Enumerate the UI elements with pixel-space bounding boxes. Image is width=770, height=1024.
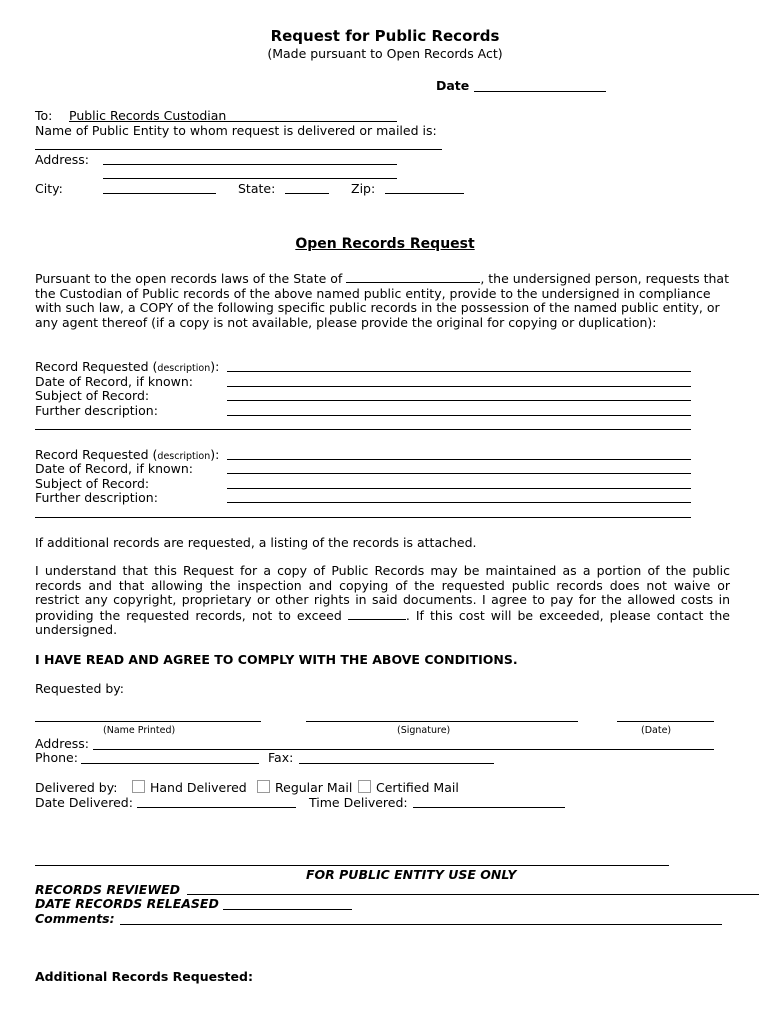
- state-blank[interactable]: [346, 271, 480, 283]
- zip-field[interactable]: [385, 193, 464, 194]
- date-field[interactable]: [474, 91, 606, 92]
- phone-field[interactable]: [81, 763, 259, 764]
- hand-delivered-label: Hand Delivered: [150, 780, 247, 795]
- date-delivered-field[interactable]: [137, 807, 296, 808]
- fax-field[interactable]: [299, 763, 494, 764]
- record-2-subject-field[interactable]: [227, 488, 691, 489]
- city-label: City:: [35, 181, 63, 196]
- records-reviewed-label: RECORDS REVIEWED: [35, 882, 181, 897]
- record-1-extra-field[interactable]: [35, 429, 691, 430]
- to-value: Public Records Custodian: [69, 108, 227, 123]
- intro-text-b: , the undersigned person, requests that the Custodian of Public records of the above named public entity, provide to the undersigned in compliance with such law, a COPY of the following specific public records in the possession of the named public entity, or any agent thereof (if a copy is not available, please provide the original for copying or duplication):: [35, 271, 729, 330]
- certified-mail-checkbox[interactable]: [358, 780, 371, 793]
- delivered-by-label: Delivered by:: [35, 780, 118, 795]
- agree-statement: I HAVE READ AND AGREE TO COMPLY WITH THE ABOVE CONDITIONS.: [35, 652, 518, 667]
- understand-text-a: I understand that this Request for a copy of Public Records may be maintained as a portion of the public records and that allowing the inspection and copying of the requested public records does not waive or restrict any copyright, proprietary or other rights in said documents. I agree to pay for the allowed costs in providing the requested records, not to exceed: [35, 563, 730, 623]
- record-1-date-label: Date of Record, if known:: [35, 374, 194, 389]
- to-label: To:: [35, 108, 53, 123]
- zip-label: Zip:: [351, 181, 376, 196]
- signature-date-field[interactable]: [617, 721, 714, 722]
- record-2-extra-field[interactable]: [35, 517, 691, 518]
- fax-label: Fax:: [268, 750, 294, 765]
- to-field[interactable]: [69, 121, 397, 122]
- intro-paragraph: [35, 271, 730, 330]
- signature-caption: (Signature): [397, 725, 451, 736]
- requested-by-label: Requested by:: [35, 681, 125, 696]
- record-1-subject-label: Subject of Record:: [35, 388, 150, 403]
- name-printed-field[interactable]: [35, 721, 261, 722]
- record-2-requested-label: Record Requested (description):: [35, 447, 220, 462]
- address-label: Address:: [35, 152, 89, 167]
- date-caption: (Date): [641, 725, 672, 736]
- address-field-1[interactable]: [103, 164, 397, 165]
- understand-paragraph: [35, 564, 730, 638]
- record-1-date-field[interactable]: [227, 386, 691, 387]
- intro-text-a: Pursuant to the open records laws of the State of: [35, 271, 343, 286]
- certified-mail-label: Certified Mail: [376, 780, 459, 795]
- record-1-requested-field[interactable]: [227, 371, 691, 372]
- form-subtitle: (Made pursuant to Open Records Act): [267, 46, 503, 61]
- state-field[interactable]: [285, 193, 329, 194]
- time-delivered-label: Time Delivered:: [309, 795, 408, 810]
- record-2-further-label: Further description:: [35, 490, 158, 505]
- record-1-further-field[interactable]: [227, 415, 691, 416]
- record-1-subject-field[interactable]: [227, 400, 691, 401]
- record-2-subject-label: Subject of Record:: [35, 476, 150, 491]
- date-label: Date: [436, 78, 470, 93]
- phone-label: Phone:: [35, 750, 78, 765]
- record-2-date-field[interactable]: [227, 473, 691, 474]
- comments-field[interactable]: [120, 924, 722, 925]
- comments-label: Comments:: [35, 911, 115, 926]
- name-printed-caption: (Name Printed): [103, 725, 176, 736]
- form-title: Request for Public Records: [270, 27, 500, 45]
- hand-delivered-checkbox[interactable]: [132, 780, 145, 793]
- city-field[interactable]: [103, 193, 216, 194]
- regular-mail-label: Regular Mail: [275, 780, 353, 795]
- regular-mail-checkbox[interactable]: [257, 780, 270, 793]
- entity-label: Name of Public Entity to whom request is delivered or mailed is:: [35, 123, 437, 138]
- record-2-requested-field[interactable]: [227, 459, 691, 460]
- record-1-further-label: Further description:: [35, 403, 158, 418]
- understand-text-b: . If this cost will be exceeded, please contact the undersigned.: [35, 607, 730, 638]
- entity-use-heading: FOR PUBLIC ENTITY USE ONLY: [306, 867, 517, 882]
- requester-address-label: Address:: [35, 736, 89, 751]
- address-field-2[interactable]: [103, 178, 397, 179]
- record-1-requested-label: Record Requested (description):: [35, 359, 220, 374]
- record-2-further-field[interactable]: [227, 502, 691, 503]
- record-2-date-label: Date of Record, if known:: [35, 461, 194, 476]
- state-label: State:: [238, 181, 276, 196]
- section-title: Open Records Request: [295, 236, 475, 252]
- date-released-field[interactable]: [223, 909, 352, 910]
- entity-name-field[interactable]: [35, 149, 442, 150]
- entity-divider-line: [35, 865, 669, 866]
- date-released-label: DATE RECORDS RELEASED: [35, 896, 219, 911]
- date-delivered-label: Date Delivered:: [35, 795, 133, 810]
- cost-limit-blank[interactable]: [348, 608, 406, 620]
- time-delivered-field[interactable]: [413, 807, 565, 808]
- signature-field[interactable]: [306, 721, 578, 722]
- records-reviewed-field[interactable]: [187, 894, 759, 895]
- requester-address-field[interactable]: [93, 749, 714, 750]
- additional-records-label: Additional Records Requested:: [35, 969, 253, 984]
- additional-note: If additional records are requested, a listing of the records is attached.: [35, 535, 477, 550]
